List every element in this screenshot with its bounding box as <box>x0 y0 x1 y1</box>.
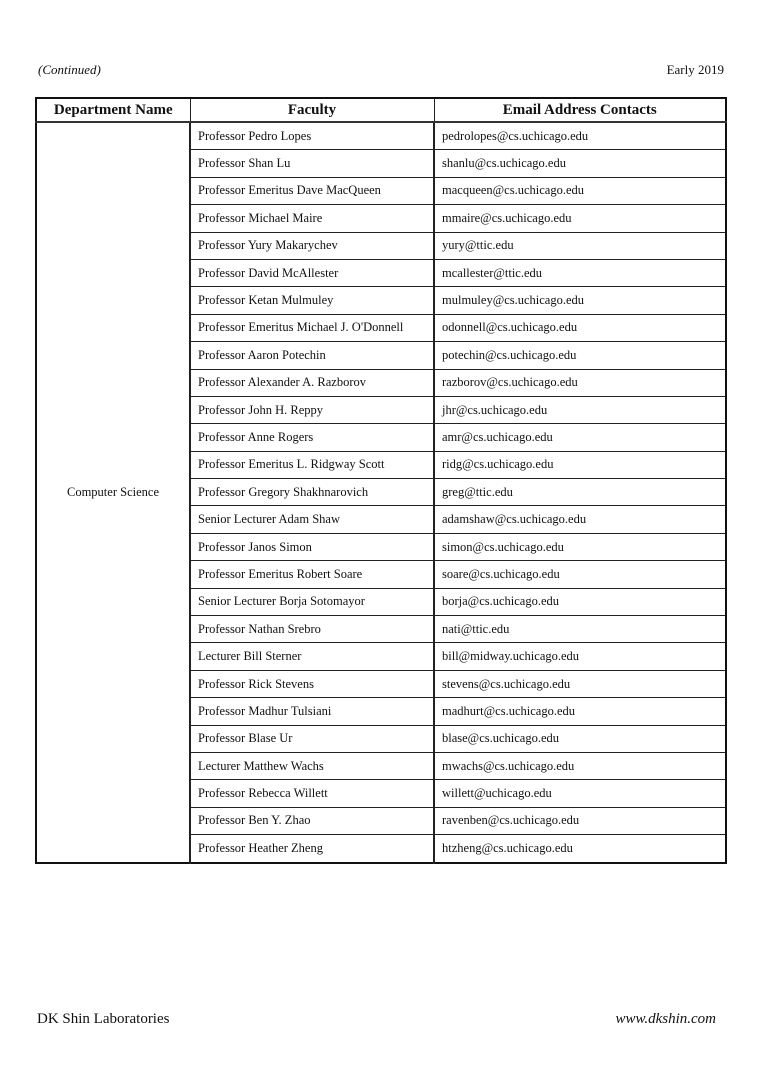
email-cell: bill@midway.uchicago.edu <box>434 643 726 670</box>
email-cell: pedrolopes@cs.uchicago.edu <box>434 122 726 150</box>
faculty-name-cell: Professor Rick Stevens <box>190 670 434 697</box>
faculty-name-cell: Professor Alexander A. Razborov <box>190 369 434 396</box>
email-cell: odonnell@cs.uchicago.edu <box>434 314 726 341</box>
faculty-name-cell: Lecturer Bill Sterner <box>190 643 434 670</box>
email-cell: ravenben@cs.uchicago.edu <box>434 807 726 834</box>
email-cell: potechin@cs.uchicago.edu <box>434 342 726 369</box>
email-cell: yury@ttic.edu <box>434 232 726 259</box>
email-cell: mcallester@ttic.edu <box>434 259 726 286</box>
faculty-name-cell: Professor John H. Reppy <box>190 396 434 423</box>
email-cell: greg@ttic.edu <box>434 479 726 506</box>
email-cell: madhurt@cs.uchicago.edu <box>434 698 726 725</box>
column-header-email: Email Address Contacts <box>434 98 726 122</box>
faculty-name-cell: Professor Gregory Shakhnarovich <box>190 479 434 506</box>
faculty-name-cell: Professor David McAllester <box>190 259 434 286</box>
faculty-name-cell: Professor Shan Lu <box>190 150 434 177</box>
email-cell: shanlu@cs.uchicago.edu <box>434 150 726 177</box>
email-cell: blase@cs.uchicago.edu <box>434 725 726 752</box>
column-header-faculty: Faculty <box>190 98 434 122</box>
faculty-name-cell: Senior Lecturer Adam Shaw <box>190 506 434 533</box>
faculty-name-cell: Lecturer Matthew Wachs <box>190 752 434 779</box>
faculty-name-cell: Professor Heather Zheng <box>190 835 434 863</box>
email-cell: htzheng@cs.uchicago.edu <box>434 835 726 863</box>
email-cell: ridg@cs.uchicago.edu <box>434 451 726 478</box>
faculty-name-cell: Professor Yury Makarychev <box>190 232 434 259</box>
faculty-name-cell: Professor Rebecca Willett <box>190 780 434 807</box>
footer-website: www.dkshin.com <box>615 1011 716 1027</box>
email-cell: jhr@cs.uchicago.edu <box>434 396 726 423</box>
email-cell: razborov@cs.uchicago.edu <box>434 369 726 396</box>
table-row <box>36 122 726 150</box>
faculty-name-cell: Professor Blase Ur <box>190 725 434 752</box>
column-header-department: Department Name <box>36 98 190 122</box>
email-cell: mmaire@cs.uchicago.edu <box>434 205 726 232</box>
email-cell: amr@cs.uchicago.edu <box>434 424 726 451</box>
faculty-name-cell: Professor Aaron Potechin <box>190 342 434 369</box>
email-cell: nati@ttic.edu <box>434 616 726 643</box>
department-name-cell: Computer Science <box>36 122 190 863</box>
faculty-name-cell: Professor Madhur Tulsiani <box>190 698 434 725</box>
faculty-name-cell: Professor Pedro Lopes <box>190 122 434 150</box>
faculty-name-cell: Professor Michael Maire <box>190 205 434 232</box>
faculty-name-cell: Professor Emeritus Robert Soare <box>190 561 434 588</box>
table-header-row <box>36 98 726 122</box>
faculty-name-cell: Professor Emeritus Dave MacQueen <box>190 177 434 204</box>
faculty-name-cell: Professor Nathan Srebro <box>190 616 434 643</box>
faculty-name-cell: Professor Ben Y. Zhao <box>190 807 434 834</box>
faculty-name-cell: Professor Anne Rogers <box>190 424 434 451</box>
email-cell: macqueen@cs.uchicago.edu <box>434 177 726 204</box>
faculty-name-cell: Professor Emeritus L. Ridgway Scott <box>190 451 434 478</box>
email-cell: adamshaw@cs.uchicago.edu <box>434 506 726 533</box>
faculty-name-cell: Professor Emeritus Michael J. O'Donnell <box>190 314 434 341</box>
email-cell: mulmuley@cs.uchicago.edu <box>434 287 726 314</box>
email-cell: simon@cs.uchicago.edu <box>434 533 726 560</box>
table-body <box>36 122 726 863</box>
faculty-name-cell: Professor Ketan Mulmuley <box>190 287 434 314</box>
faculty-name-cell: Senior Lecturer Borja Sotomayor <box>190 588 434 615</box>
footer-organization: DK Shin Laboratories <box>37 1011 170 1027</box>
faculty-name-cell: Professor Janos Simon <box>190 533 434 560</box>
continued-label: (Continued) <box>38 62 101 77</box>
date-label: Early 2019 <box>666 62 724 77</box>
email-cell: borja@cs.uchicago.edu <box>434 588 726 615</box>
email-cell: soare@cs.uchicago.edu <box>434 561 726 588</box>
email-cell: willett@uchicago.edu <box>434 780 726 807</box>
email-cell: mwachs@cs.uchicago.edu <box>434 752 726 779</box>
email-cell: stevens@cs.uchicago.edu <box>434 670 726 697</box>
faculty-contacts-table <box>35 97 727 864</box>
